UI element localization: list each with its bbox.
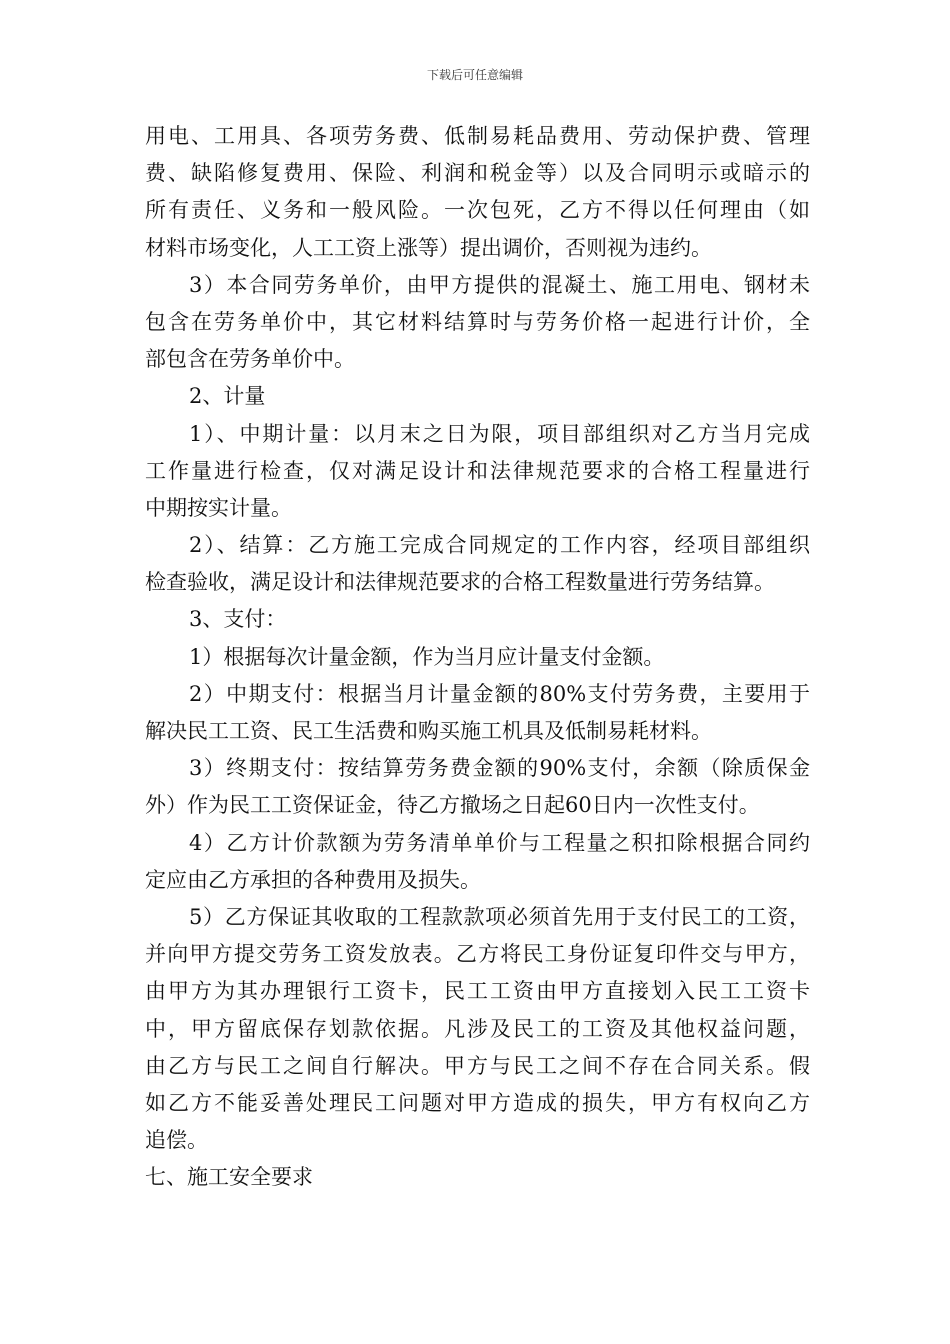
document-body — [145, 118, 810, 1196]
text-line: 5）乙方保证其收取的工程款款项必须首先用于支付民工的工资， — [189, 904, 810, 929]
text-line: 定应由乙方承担的各种费用及损失。 — [145, 867, 481, 892]
page-header: 下载后可任意编辑 — [426, 68, 523, 82]
text-line: 由甲方为其办理银行工资卡，民工工资由甲方直接划入民工工资卡 — [145, 979, 810, 1004]
text-line: 中期按实计量。 — [145, 495, 292, 520]
text-line: 2）中期支付：根据当月计量金额的80%支付劳务费，主要用于 — [189, 681, 810, 706]
text-line: 3）终期支付：按结算劳务费金额的90%支付，余额（除质保金 — [189, 756, 810, 781]
text-line: 1）、中期计量：以月末之日为限，项目部组织对乙方当月完成 — [189, 421, 810, 446]
text-line: 检查验收，满足设计和法律规范要求的合格工程数量进行劳务结算。 — [145, 570, 775, 595]
text-line: 所有责任、义务和一般风险。一次包死，乙方不得以任何理由（如 — [145, 198, 810, 223]
text-line: 4）乙方计价款额为劳务清单单价与工程量之积扣除根据合同约 — [189, 830, 810, 855]
text-line: 工作量进行检查，仅对满足设计和法律规范要求的合格工程量进行 — [145, 458, 810, 483]
text-line: 材料市场变化，人工工资上涨等）提出调价，否则视为违约。 — [145, 235, 712, 260]
text-line: 中，甲方留底保存划款依据。凡涉及民工的工资及其他权益问题， — [145, 1016, 810, 1041]
section-heading: 3、支付： — [189, 607, 287, 632]
text-line: 用电、工用具、各项劳务费、低制易耗品费用、劳动保护费、管理 — [145, 124, 810, 148]
text-line: 部包含在劳务单价中。 — [145, 347, 355, 372]
text-line: 并向甲方提交劳务工资发放表。乙方将民工身份证复印件交与甲方， — [145, 942, 810, 967]
text-line: 包含在劳务单价中，其它材料结算时与劳务价格一起进行计价，全 — [145, 309, 810, 334]
text-line: 3）本合同劳务单价，由甲方提供的混凝土、施工用电、钢材未 — [189, 272, 810, 297]
text-line: 由乙方与民工之间自行解决。甲方与民工之间不存在合同关系。假 — [145, 1053, 810, 1078]
text-line: 追偿。 — [145, 1128, 208, 1153]
text-line: 1）根据每次计量金额，作为当月应计量支付金额。 — [189, 644, 665, 669]
text-line: 解决民工工资、民工生活费和购买施工机具及低制易耗材料。 — [145, 719, 712, 743]
text-line: 如乙方不能妥善处理民工问题对甲方造成的损失，甲方有权向乙方 — [145, 1090, 810, 1115]
text-line: 2）、结算：乙方施工完成合同规定的工作内容，经项目部组织 — [189, 533, 810, 558]
section-heading: 2、计量 — [189, 384, 266, 409]
text-line: 费、缺陷修复费用、保险、利润和税金等）以及合同明示或暗示的 — [145, 161, 810, 186]
section-heading: 七、施工安全要求 — [145, 1165, 313, 1190]
text-line: 外）作为民工工资保证金，待乙方撤场之日起60日内一次性支付。 — [145, 793, 760, 818]
